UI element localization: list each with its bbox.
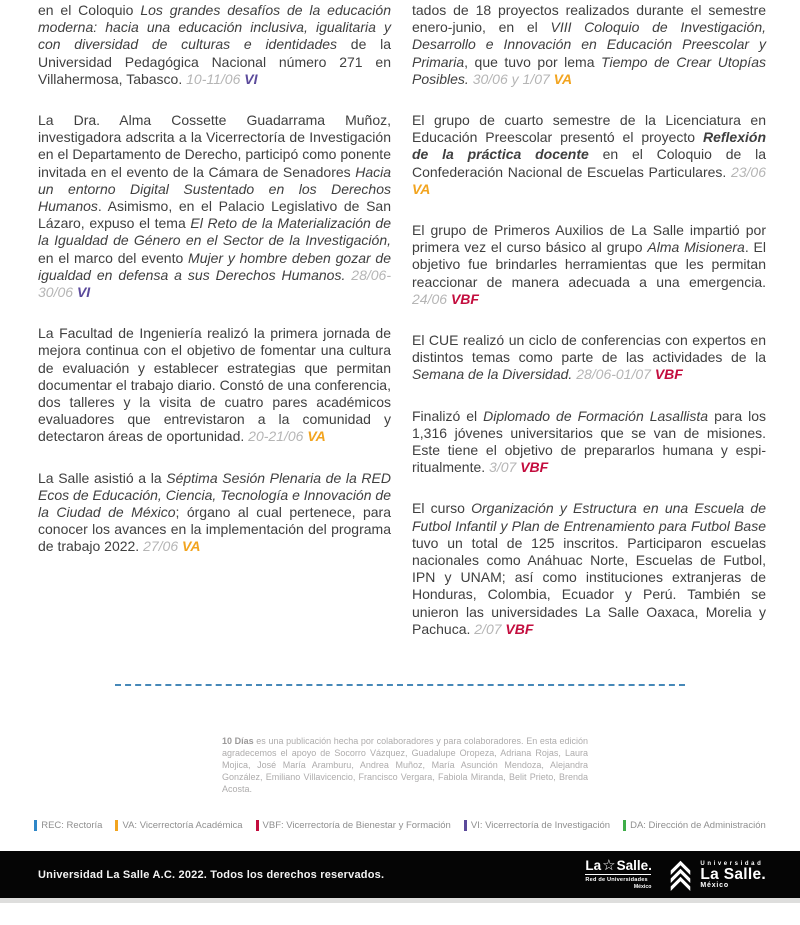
lasalle-wordmark: La Salle. [700, 865, 766, 883]
event-date: 24/06 [412, 290, 451, 307]
credits-paragraph [222, 735, 588, 795]
news-text-run: en el Coloquio de la Confederación Nacional de Escuelas Particulares. [412, 146, 766, 180]
lasalle-network-logo [585, 859, 651, 890]
event-date: 28/06-30/06 [38, 266, 391, 301]
news-paragraph [38, 470, 391, 556]
news-text-run: El grupo de cuarto semestre de la Licenciatura en Educación Preescolar presentó el proyecto [412, 112, 766, 146]
event-date: 30/06 y 1/07 [472, 70, 554, 87]
logo-text-salle: Salle. [616, 858, 652, 873]
chevron-emblem-icon [667, 859, 694, 891]
news-column-left [38, 2, 391, 662]
department-tag: VA [182, 538, 201, 555]
legend-label: REC: Rectoría [41, 820, 103, 831]
news-text-run: Tiempo de Crear Utopías Posibles. [412, 53, 766, 87]
credits-text: es una publicación hecha por colaboradores y para colaboradores. En esta edición agradecemos el apoyo de Socorro Vázquez, Guadalupe Oropeza, Adriana Rojas, Laura Mojica, José María Aramburu, Andrea Muñoz, María Asunción Mendoza, Alejandra González, Emiliano Villavicencio, Francisco Vergara, Fabiola Miranda, Belit Prieto, Brenda Acosta. [222, 736, 589, 794]
legend-label: VBF: Vicerrectoría de Bienestar y Formación [262, 820, 451, 831]
event-date: 23/06 [730, 163, 766, 180]
star-icon: ☆ [602, 857, 616, 874]
department-tag: VBF [450, 290, 479, 307]
event-date: 10-11/06 [186, 70, 245, 87]
legend-color-bar [464, 820, 467, 831]
news-text-run: Diplomado de Formación Lasallista [483, 407, 709, 424]
legend-color-bar [256, 820, 259, 831]
legend-item-rec [34, 820, 102, 831]
event-date: 27/06 [143, 538, 183, 555]
news-text-run: Mujer y hombre deben gozar de igualdad en defensa a sus Derechos Humanos. [38, 249, 392, 283]
network-country: México [633, 884, 652, 890]
news-text-run: Alma Misionera [647, 239, 745, 256]
department-tag: VBF [505, 620, 534, 637]
department-tag: VA [412, 180, 431, 197]
news-paragraph [38, 112, 391, 301]
logo-text-la: La [585, 858, 602, 873]
legend-label: VI: Vicerrectoría de Investigación [470, 820, 611, 831]
news-text-run: de la Universidad Pedagógica Nacional número 271 en Villahermosa, Tabasco. [38, 36, 392, 87]
news-columns [38, 2, 766, 662]
network-tagline: Red de Universidades [585, 877, 648, 883]
news-text-run: ; órgano al cual pertenece, para conocer los avances en la implementación del programa de trabajo 2022. [38, 504, 391, 555]
news-text-run: Los grandes desafíos de la educación moderna: hacia una educación inclusiva, igualitaria y con diversidad de culturas e identidades [38, 2, 391, 53]
page-bottom-edge [0, 898, 800, 903]
news-paragraph [38, 2, 391, 88]
department-tag: VI [244, 70, 258, 87]
news-text-run: , que tuvo por lema [464, 53, 602, 70]
news-text-run: tuvo un total de 125 inscritos. Participaron escuelas nacionales como Anáhuac Norte, Escuelas de Futbol, IPN y UNAM; así como instituciones extranjeras de Honduras, Colombia, Ecuador y Perú. También se unieron las universidades La Salle Oaxaca, Morelia y Pachuca. [412, 534, 766, 637]
universidad-lasalle-wordmark [700, 861, 766, 889]
university-country: México [700, 881, 729, 889]
news-text-run: Finalizó el [412, 407, 484, 424]
news-text-run: El grupo de Primeros Auxilios de La Salle impartió por primera vez el curso básico al grupo [412, 222, 766, 256]
event-date: 20-21/06 [248, 428, 308, 445]
legend-color-bar [115, 820, 118, 831]
department-tag: VI [76, 284, 91, 301]
dashed-divider [115, 684, 685, 686]
logo-divider-line [585, 874, 651, 875]
legend-item-vbf [256, 820, 451, 831]
legend-color-bar [34, 820, 37, 831]
news-text-run: El curso [412, 500, 472, 517]
news-text-run: Séptima Sesión Plenaria de la RED Ecos de Educación, Ciencia, Tecnología e Innovación de la Ciudad de México [38, 469, 391, 521]
news-paragraph [38, 325, 391, 445]
news-text-run: . Asimismo, en el Palacio Legislativo de San Lázaro, expuso el tema [38, 198, 391, 232]
news-paragraph [412, 332, 766, 384]
event-date: 3/07 [489, 459, 521, 476]
news-paragraph [412, 222, 766, 308]
department-tag: VBF [654, 366, 683, 383]
news-text-run: en el marco del evento [38, 249, 189, 266]
news-paragraph [412, 112, 766, 198]
news-column-right [412, 2, 766, 662]
news-text-run: Organización y Estructura en una Escuela de Futbol Infantil y Plan de Entrenamiento para Futbol Base [412, 500, 767, 534]
department-tag: VBF [520, 459, 549, 476]
footer-bar [0, 851, 800, 898]
news-text-run: Reflexión de la práctica docente [412, 129, 766, 163]
legend-item-da [623, 820, 766, 831]
news-text-run: . El objetivo fue brindarles herramientas que les permitan reaccionar de manera adecuada a una emergencia. [412, 239, 766, 290]
news-text-run: para los 1,316 jóvenes universitarios que se van de misiones. Este tiene el objetivo de prepararlos humana y espi-ritualmente. [412, 407, 766, 476]
news-paragraph [412, 408, 766, 477]
event-date: 28/06-01/07 [576, 366, 655, 383]
university-label: Universidad [700, 860, 764, 867]
legend-color-bar [623, 820, 626, 831]
news-text-run: La Facultad de Ingeniería realizó la primera jornada de mejora continua con el objetivo de fomentar una cultura de evaluación y establecer estrategias que permitan documentar el trabajo diario. Constó de una conferencia, dos talleres y la visita de cuatro pares académicos evaluadores que entrevistaron a la comunidad y detectaron áreas de oportunidad. [38, 325, 391, 445]
news-text-run: Hacia un entorno Digital Sustentado en los Derechos Humanos [38, 163, 391, 215]
news-text-run: El Reto de la Materialización de la Igualdad de Género en el Sector de la Investigación, [38, 215, 392, 249]
news-text-run: Semana de la Diversidad. [412, 366, 573, 383]
news-text-run: en el Coloquio [38, 2, 141, 18]
news-text-run: VIII Coloquio de Investigación, Desarrollo e Innovación en Educación Preescolar y Primaria [412, 19, 766, 70]
event-date: 2/07 [474, 620, 506, 637]
legend-label: VA: Vicerrectoría Académica [122, 820, 243, 831]
abbreviation-legend [0, 820, 800, 831]
news-paragraph [412, 500, 766, 638]
publication-name: 10 Días [222, 736, 254, 746]
legend-item-vi [464, 820, 610, 831]
news-text-run: La Dra. Alma Cossette Guadarrama Muñoz, investigadora adscrita a la Vicerrectoría de Investigación en el Departamento de Derecho, participó como ponente invitada en el evento de la Cámara de Senadores [38, 112, 391, 180]
news-text-run: El CUE realizó un ciclo de conferencias con expertos en distintos temas como parte de las actividades de la [412, 332, 766, 366]
news-paragraph [412, 2, 766, 88]
footer-logos [585, 859, 766, 891]
department-tag: VA [553, 70, 573, 87]
lasalle-network-wordmark [585, 859, 651, 873]
news-text-run: La Salle asistió a la [38, 469, 167, 486]
universidad-lasalle-logo [667, 859, 766, 891]
department-tag: VA [307, 428, 326, 445]
copyright-text: Universidad La Salle A.C. 2022. Todos los derechos reservados. [38, 868, 385, 881]
legend-item-va [115, 820, 242, 831]
news-text-run: tados de 18 proyectos realizados durante el semestre enero-junio, en el [412, 2, 766, 36]
legend-label: DA: Dirección de Administración [630, 820, 766, 831]
